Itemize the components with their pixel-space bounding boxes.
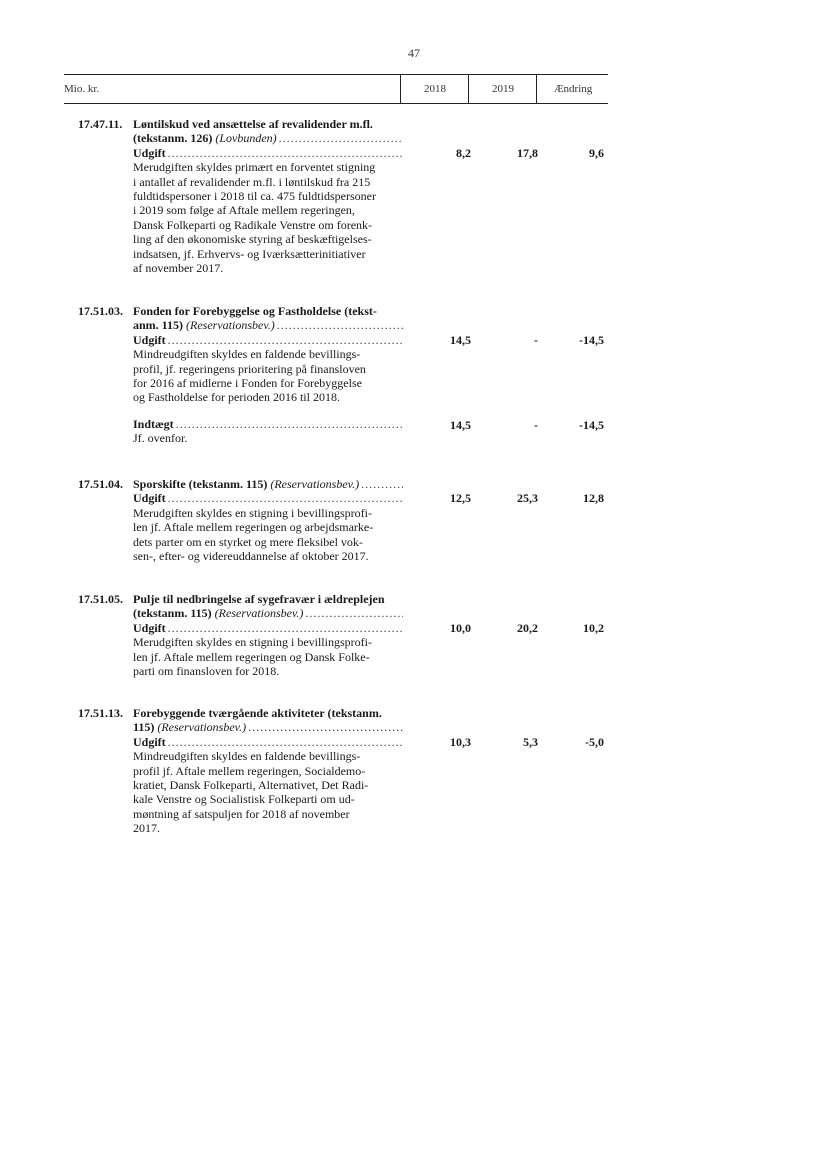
value-change: -14,5 <box>579 418 604 432</box>
note-line: kale Venstre og Socialistisk Folkeparti om ud- <box>133 792 355 807</box>
value-2018: 12,5 <box>450 491 471 506</box>
note-line: Dansk Folkeparti og Radikale Venstre om forenk- <box>133 217 373 232</box>
dot-leader <box>168 621 403 635</box>
entry-title-leader <box>133 606 403 620</box>
value-2019: - <box>534 332 538 347</box>
appropriation-type: (Reservationsbev.) <box>270 477 360 491</box>
note-line: Merudgiften skyldes en stigning i bevillingsprofi- <box>133 505 372 520</box>
note-line: parti om finansloven for 2018. <box>133 664 280 679</box>
row-leader <box>133 417 403 431</box>
entry-title: Løntilskud ved ansættelse af revalidender m.fl. <box>133 117 373 131</box>
row-leader <box>133 735 403 749</box>
entry-code: 17.47.11. <box>78 117 123 131</box>
dot-leader <box>248 720 403 734</box>
value-2018: 10,0 <box>450 620 471 635</box>
entry-title-leader <box>133 720 403 734</box>
note-line: Merudgiften skyldes primært en forventet stigning <box>133 160 376 175</box>
entry-note <box>133 347 403 405</box>
entry-code: 17.51.04. <box>78 477 123 491</box>
entry-title: Pulje til nedbringelse af sygefravær i ældreplejen <box>133 592 385 606</box>
note-line: Jf. ovenfor. <box>133 431 188 446</box>
value-2019: 20,2 <box>517 620 538 635</box>
dot-leader <box>176 417 403 431</box>
entry-note <box>133 431 403 445</box>
note-line: fuldtidspersoner i 2018 til ca. 475 fuldtidspersoner <box>133 189 376 204</box>
entry-title-end: (tekstanm. 115) <box>133 606 212 621</box>
value-change: -5,0 <box>585 734 604 749</box>
value-change: 9,6 <box>589 145 604 160</box>
unit-label: Mio. kr. <box>64 83 100 95</box>
note-line: møntning af satspuljen for 2018 af november <box>133 806 350 821</box>
entry-title-end: (tekstanm. 126) <box>133 131 213 146</box>
row-label: Udgift <box>133 491 166 506</box>
value-change: 10,2 <box>583 620 604 635</box>
entry-text <box>133 592 403 678</box>
dot-leader <box>305 606 403 620</box>
row-leader <box>133 146 403 160</box>
entry-code: 17.51.03. <box>78 304 123 318</box>
note-line: profil jf. Aftale mellem regeringen, Socialdemo- <box>133 763 366 778</box>
dot-leader <box>168 146 403 160</box>
entry-title-leader <box>133 477 403 491</box>
note-line: og Fastholdelse for perioden 2016 til 2018. <box>133 390 340 405</box>
entry-title-leader <box>133 318 403 332</box>
note-line: for 2016 af midlerne i Fonden for Forebyggelse <box>133 376 362 391</box>
entry-note <box>133 506 403 564</box>
value-2018: 8,2 <box>456 145 471 160</box>
spacer <box>133 405 403 417</box>
entry-text <box>133 477 403 563</box>
note-line: sen-, efter- og videreuddannelse af oktober 2017. <box>133 549 369 564</box>
column-header <box>64 74 608 104</box>
appropriation-type: (Reservationsbev.) <box>214 606 304 621</box>
note-line: len jf. Aftale mellem regeringen og Dansk Folke- <box>133 649 370 664</box>
entry-title: Fonden for Forebyggelse og Fastholdelse (tekst- <box>133 304 377 318</box>
appropriation-type: (Reservationsbev.) <box>186 318 275 333</box>
note-line: profil, jf. regeringens prioritering på finansloven <box>133 361 366 376</box>
dot-leader <box>168 333 403 347</box>
row-leader <box>133 333 403 347</box>
entry-title-end: 115) <box>133 720 155 735</box>
entry-title-leader <box>133 131 403 145</box>
value-2019: 17,8 <box>517 145 538 160</box>
row-label: Indtægt <box>133 416 174 431</box>
value-change: 12,8 <box>583 491 604 506</box>
entry-note <box>133 635 403 678</box>
value-2019: 5,3 <box>523 734 538 749</box>
note-line: i 2019 som følge af Aftale mellem regeringen, <box>133 203 355 218</box>
dot-leader <box>168 491 403 505</box>
note-line: af november 2017. <box>133 261 224 276</box>
note-line: Merudgiften skyldes en stigning i bevillingsprofi- <box>133 635 372 650</box>
value-2018: 14,5 <box>450 332 471 347</box>
value-2018: 10,3 <box>450 734 471 749</box>
entry-title-end: anm. 115) <box>133 318 184 333</box>
column-2019: 2019 <box>468 75 537 103</box>
appropriation-type: (Lovbunden) <box>215 131 277 146</box>
entry-code: 17.51.05. <box>78 592 123 606</box>
appropriation-type: (Reservationsbev.) <box>157 720 247 735</box>
entry-title-end: Sporskifte (tekstanm. 115) <box>133 477 268 491</box>
column-change: Ændring <box>536 75 609 103</box>
note-line: dets parter om en styrket og mere fleksibel vok- <box>133 534 363 549</box>
note-line: 2017. <box>133 821 160 836</box>
dot-leader <box>168 735 403 749</box>
dot-leader <box>361 477 403 491</box>
value-2018: 14,5 <box>450 418 471 432</box>
row-label: Udgift <box>133 734 166 749</box>
entry-text <box>133 706 403 836</box>
entry-note <box>133 160 403 275</box>
dot-leader <box>279 131 403 145</box>
row-leader <box>133 621 403 635</box>
entry-note <box>133 749 403 835</box>
note-line: indsatsen, jf. Erhvervs- og Iværksætterinitiativer <box>133 246 366 261</box>
dot-leader <box>277 318 403 332</box>
row-leader <box>133 491 403 505</box>
value-change: -14,5 <box>579 332 604 347</box>
entry-text <box>133 117 403 275</box>
row-label: Udgift <box>133 332 166 347</box>
note-line: i antallet af revalidender m.fl. i løntilskud fra 215 <box>133 174 371 189</box>
note-line: ling af den økonomiske styring af beskæftigelses- <box>133 232 372 247</box>
note-line: Mindreudgiften skyldes en faldende bevillings- <box>133 347 361 362</box>
row-label: Udgift <box>133 145 166 160</box>
note-line: len jf. Aftale mellem regeringen og arbejdsmarke- <box>133 520 374 535</box>
value-2019: 25,3 <box>517 491 538 506</box>
note-line: kratiet, Dansk Folkeparti, Alternativet, Det Radi- <box>133 778 369 793</box>
note-line: Mindreudgiften skyldes en faldende bevillings- <box>133 749 361 764</box>
entry-text <box>133 304 403 446</box>
column-2018: 2018 <box>400 75 469 103</box>
row-label: Udgift <box>133 620 166 635</box>
entry-code: 17.51.13. <box>78 706 123 720</box>
value-2019: - <box>534 418 538 432</box>
entry-title: Forebyggende tværgående aktiviteter (tekstanm. <box>133 706 382 720</box>
page-number: 47 <box>408 46 420 60</box>
